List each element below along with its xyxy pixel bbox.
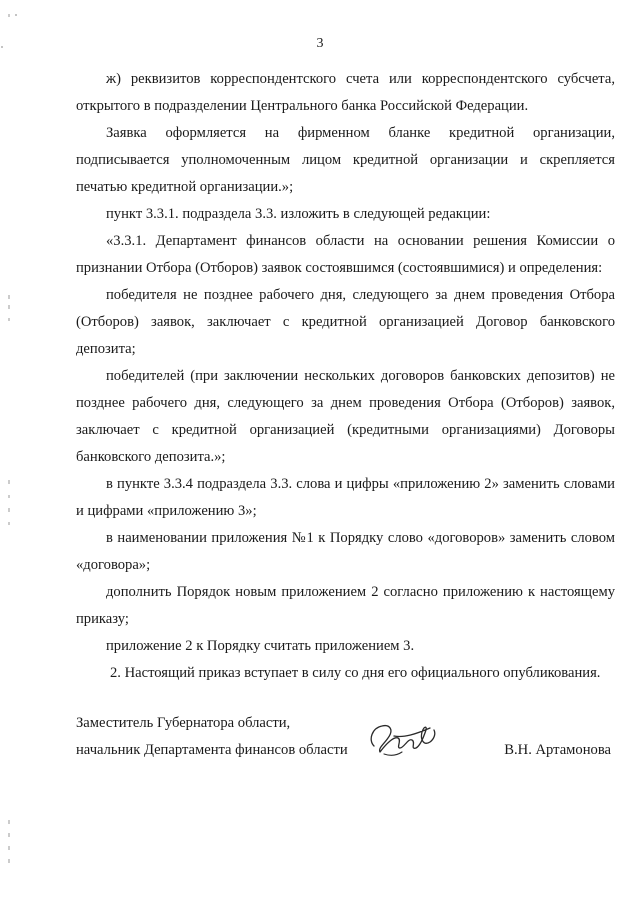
paragraph: «3.3.1. Департамент финансов области на основании решения Комиссии о признании Отбора (Отборов) заявок состоявшимся (состоявшимися) и определения: (76, 233, 615, 276)
scan-margin-marks (0, 0, 20, 905)
document-body (76, 66, 615, 687)
handwritten-signature (364, 716, 444, 762)
signature-block (76, 710, 615, 770)
signatory-title-line-1: Заместитель Губернатора области, (76, 715, 291, 731)
paragraph: 2. Настоящий приказ вступает в силу со дня его официального опубликования. (110, 665, 601, 681)
paragraph: дополнить Порядок новым приложением 2 согласно приложению к настоящему приказу; (76, 584, 615, 627)
paragraph: в наименовании приложения №1 к Порядку слово «договоров» заменить словом «договора»; (76, 530, 615, 573)
page-number: 3 (316, 36, 324, 51)
signatory-name: В.Н. Артамонова (504, 742, 611, 758)
paragraph: в пункте 3.3.4 подраздела 3.3. слова и цифры «приложению 2» заменить словами и цифрами «приложению 3»; (76, 476, 615, 519)
paragraph: победителей (при заключении нескольких договоров банковских депозитов) не позднее рабочего дня, следующего за днем проведения Отбора (Отборов) заявок, заключает с кредитной организацией (кредитными организациями) Договоры банковского депозита.»; (76, 368, 615, 465)
signatory-title-line-2: начальник Департамента финансов области (76, 742, 348, 758)
paragraph: пункт 3.3.1. подраздела 3.3. изложить в следующей редакции: (106, 206, 491, 222)
paragraph: победителя не позднее рабочего дня, следующего за днем проведения Отбора (Отборов) заявок, заключает с кредитной организацией Договор банковского депозита; (76, 287, 615, 357)
paragraph: ж) реквизитов корреспондентского счета или корреспондентского субсчета, открытого в подразделении Центрального банка Российской Федерации. (76, 71, 615, 114)
paragraph: приложение 2 к Порядку считать приложением 3. (106, 638, 415, 654)
paragraph: Заявка оформляется на фирменном бланке кредитной организации, подписывается уполномоченным лицом кредитной организации и скрепляется печатью кредитной организации.»; (76, 125, 615, 195)
